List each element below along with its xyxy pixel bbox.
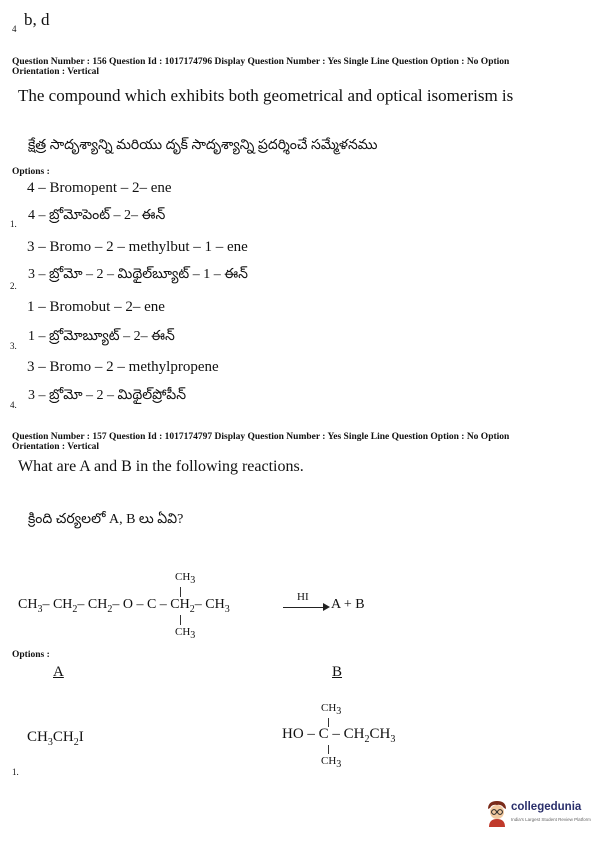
answer-text: b, d [24,10,50,29]
question-text-en: The compound which exhibits both geometrical and optical isomerism is [18,86,514,105]
reaction-arrow [283,607,327,608]
option-number: 1. [10,219,17,229]
question-meta: Question Number : 156 Question Id : 1017174796 Display Question Number : Yes Single Line Question Option : No Option Orientation : Vertical [12,57,510,77]
question-text-te: క్షేత్ర సాదృశ్యాన్ని మరియు దృక్ సాదృశ్యాన్ని ప్రదర్శించే సమ్మేళనము [28,138,378,153]
question-meta: Question Number : 157 Question Id : 1017174797 Display Question Number : Yes Single Line Question Option : No Option Orientation : Vertical [12,432,510,452]
option-en: 4 – Bromopent – 2– ene [27,180,172,196]
reactant-chain: $CH_3-$ $CH_2-$ $CH_2-$ O – C – $CH_2-$ $CH_3$ [18,597,230,615]
ch3-substituent-top: $CH_3$ [321,702,342,718]
option-b-formula: HO – C – $CH_2CH_3$ [282,726,396,745]
brand-tagline: India's Largest Student Review Platform [511,817,591,822]
option-number: 3. [10,341,17,351]
reagent-label: HI [297,591,309,603]
brand-name: collegedunia [511,801,582,813]
ch3-substituent-bottom: $CH_3$ [175,626,196,642]
bond-line [328,745,329,754]
option-en: 3 – Bromo – 2 – methylpropene [27,359,219,375]
option-en: 1 – Bromobut – 2– ene [27,299,165,315]
option-en: 3 – Bromo – 2 – methylbut – 1 – ene [27,239,248,255]
reaction-products: A + B [331,597,365,612]
arrow-head-icon [323,603,330,611]
options-label: Options : [12,650,50,660]
option-number: 4. [10,400,17,410]
option-number: 2. [10,281,17,291]
option-te: 4 – బ్రోమోపెంట్ – 2– ఈన్ [28,208,166,223]
option-te: 3 – బ్రోమో – 2 – మిథైల్‌ప్రోపీన్ [28,388,187,403]
options-label: Options : [12,167,50,177]
collegedunia-logo [484,796,591,830]
ch3-substituent-bottom: $CH_3$ [321,755,342,771]
bond-line [180,587,181,597]
question-text-en: What are A and B in the following reactions. [18,458,304,475]
student-avatar-icon [484,799,510,827]
option-number: 1. [12,767,19,777]
option-te: 1 – బ్రోమోబ్యూట్ – 2– ఈన్ [28,329,175,344]
bond-line [180,615,181,625]
option-a-formula: $CH_3CH_2I$ [27,729,84,748]
question-text-te: క్రింది చర్యలలో A, B లు ఏవి? [28,512,184,527]
column-header-b: B [332,664,343,680]
ch3-substituent-top: $CH_3$ [175,571,196,587]
option-te: 3 – బ్రోమో – 2 – మిథైల్‌బ్యూట్ – 1 – ఈన్ [28,267,248,282]
option-number: 4 [12,24,17,34]
column-header-a: A [53,664,64,680]
